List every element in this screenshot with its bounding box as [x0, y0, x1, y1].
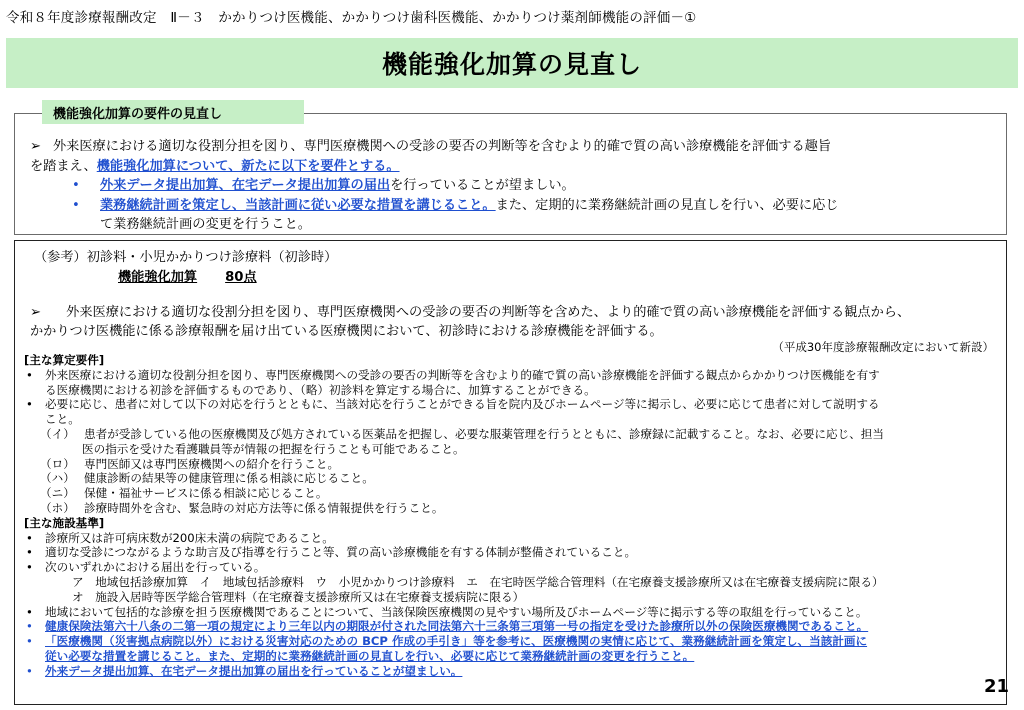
title-band [6, 38, 1018, 88]
list-item-text: 適切な受診につながるような助言及び指導を行うこと等、質の高い診療機能を有する体制が整備されていること。 [45, 545, 637, 560]
sub-item-text: 保健・福祉サービスに係る相談に応じること。 [84, 486, 328, 501]
bullet-icon: • [26, 560, 33, 575]
page-title: 機能強化加算の見直し [381, 50, 642, 79]
requirement-paragraph-line2 [30, 157, 1000, 177]
sub-item-ha [24, 471, 999, 486]
list-item-text: こと。 [45, 412, 80, 427]
sub-item-i-cont: 医の指示を受けた看護職員等が情報の把握を行うことも可能であること。 [82, 441, 465, 456]
sub-item-ro [24, 457, 999, 472]
sub-item-ho [24, 501, 999, 516]
list-item-text: 必要に応じ、患者に対して以下の対応を行うとともに、当該対応を行うことができる旨を院内及びホームページ等に掲示し、必要に応じて患者に対して説明する [45, 397, 880, 412]
bullet-icon: • [26, 604, 33, 619]
requirements-text [30, 137, 1000, 235]
facility-sub-a: ア 地域包括診療加算 イ 地域包括診療料 ウ 小児かかりつけ診療料 エ 在宅時医学総合管理料（在宅療養支援診療所又は在宅療養支援病院に限る） [72, 574, 884, 589]
facility-heading: [主な施設基準] [24, 515, 105, 530]
list-item-text: 次のいずれかにおける届出を行っている。 [45, 560, 266, 575]
sub-item-ni [24, 486, 999, 501]
bullet-icon: • [26, 530, 33, 545]
list-item-text: 従い必要な措置を講じること。また、定期的に業務継続計画の見直しを行い、必要に応じて業務継続計画の変更を行うこと。 [45, 648, 695, 663]
sub-item-label: （ホ） [40, 500, 75, 515]
list-item [24, 560, 999, 575]
arrow-bullet-icon: ➢ [30, 139, 42, 154]
list-item [24, 545, 999, 560]
reference-title: （参考）初診料・小児かかりつけ診療料（初診時） [34, 250, 338, 265]
item-text: て業務継続計画の変更を行うこと。 [100, 217, 311, 232]
revision-note: （平成30年度診療報酬改定において新設） [772, 340, 994, 354]
list-item [24, 634, 999, 664]
desc-text: 外来医療における適切な役割分担を図り、専門医療機関への受診の要否の判断等を含めた、より的確で質の高い診療機能を評価する観点から、 [53, 305, 911, 320]
bullet-icon: • [26, 634, 33, 649]
highlight-text: 機能強化加算について、新たに以下を要件とする。 [96, 158, 400, 174]
requirement-paragraph [30, 137, 1000, 157]
list-item [24, 619, 999, 634]
list-item [24, 368, 999, 398]
list-item-text: 「医療機関（災害拠点病院以外）における災害対応のための BCP 作成の手引き」等を参考に、医療機関の実情に応じて、業務継続計画を策定し、当該計画に [45, 634, 868, 649]
paragraph-text: 外来医療における適切な役割分担を図り、専門医療機関への受診の要否の判断等を含むより的確で質の高い診療機能を評価する趣旨 [53, 139, 832, 154]
reference-description [30, 303, 998, 341]
desc-text: かかりつけ医機能に係る診療報酬を届け出ている医療機関において、初診時における診療機能を評価する。 [30, 324, 663, 339]
sub-item-label: （イ） [40, 426, 75, 441]
section-tag: 機能強化加算の要件の見直し [42, 100, 304, 124]
highlight-text: 外来データ提出加算、在宅データ提出加算の届出 [100, 178, 391, 193]
list-item-text: 診療所又は許可病床数が200床未満の病院であること。 [45, 530, 334, 545]
list-item-text: 外来データ提出加算、在宅データ提出加算の届出を行っていることが望ましい。 [45, 663, 463, 678]
arrow-bullet-icon: ➢ [30, 305, 42, 320]
highlight-text: 業務継続計画を策定し、当該計画に従い必要な措置を講じること。 [100, 197, 496, 213]
requirement-item-2 [30, 196, 1000, 216]
fee-line [118, 266, 285, 285]
bullet-icon: • [26, 545, 33, 560]
bullet-icon: • [72, 178, 80, 193]
requirement-item-2-cont [30, 215, 1000, 235]
sub-item-label: （ロ） [40, 456, 75, 471]
bullet-icon: • [26, 397, 33, 412]
sub-item-label: （ハ） [40, 471, 75, 486]
list-item-text: 地域において包括的な診療を担う医療機関であることについて、当該保険医療機関の見やすい場所及びホームページ等に掲示する等の取組を行っていること。 [45, 604, 868, 619]
requirement-item-1 [30, 176, 1000, 196]
bullet-icon: • [26, 619, 33, 634]
fee-name: 機能強化加算 [118, 270, 198, 285]
sub-item-text: 診療時間外を含む、緊急時の対応方法等に係る情報提供を行うこと。 [84, 500, 444, 515]
list-item [24, 664, 999, 679]
list-item [24, 397, 999, 427]
list-item-text: 外来医療における適切な役割分担を図り、専門医療機関への受診の要否の判断等を含むより的確で質の高い診療機能を評価する観点からかかりつけ医機能を有す [45, 367, 880, 382]
list-item-text: る医療機関における初診を評価するものであり、（略）初診料を算定する場合に、加算することができる。 [45, 382, 596, 397]
sub-item-text: 専門医師又は専門医療機関への紹介を行うこと。 [84, 456, 340, 471]
list-item [24, 605, 999, 620]
sub-item-i [24, 427, 999, 442]
paragraph-text: を踏まえ、 [30, 158, 97, 174]
calc-heading: [主な算定要件] [24, 353, 105, 367]
sub-item-text: 患者が受診している他の医療機関及び処方されている医薬品を把握し、必要な服薬管理を行うとともに、診療録に記載すること。なお、必要に応じ、担当 [84, 426, 884, 441]
bullet-icon: • [26, 663, 33, 678]
item-text: を行っていることが望ましい。 [390, 178, 575, 193]
breadcrumb: 令和８年度診療報酬改定 Ⅱ－３ かかりつけ医機能、かかりつけ歯科医機能、かかりつけ薬剤師機能の評価－① [6, 10, 697, 26]
sub-item-text: 健康診断の結果等の健康管理に係る相談に応じること。 [84, 471, 374, 486]
item-text: また、定期的に業務継続計画の見直しを行い、必要に応じ [495, 197, 839, 213]
bullet-icon: • [72, 197, 80, 213]
sub-item-label: （ニ） [40, 486, 75, 501]
list-item [24, 531, 999, 546]
facility-sub-b: オ 施設入居時等医学総合管理料（在宅療養支援診療所又は在宅療養支援病院に限る） [72, 589, 525, 604]
desc-line [30, 303, 998, 322]
list-item-text: 健康保険法第六十八条の二第一項の規定により三年以内の期限が付された同法第六十三条第三項第一号の指定を受けた診療所以外の保険医療機関であること。 [45, 619, 869, 634]
requirements-detail [24, 353, 999, 679]
fee-points: 80点 [225, 270, 257, 285]
bullet-icon: • [26, 367, 33, 382]
page-number: 21 [984, 676, 1010, 697]
